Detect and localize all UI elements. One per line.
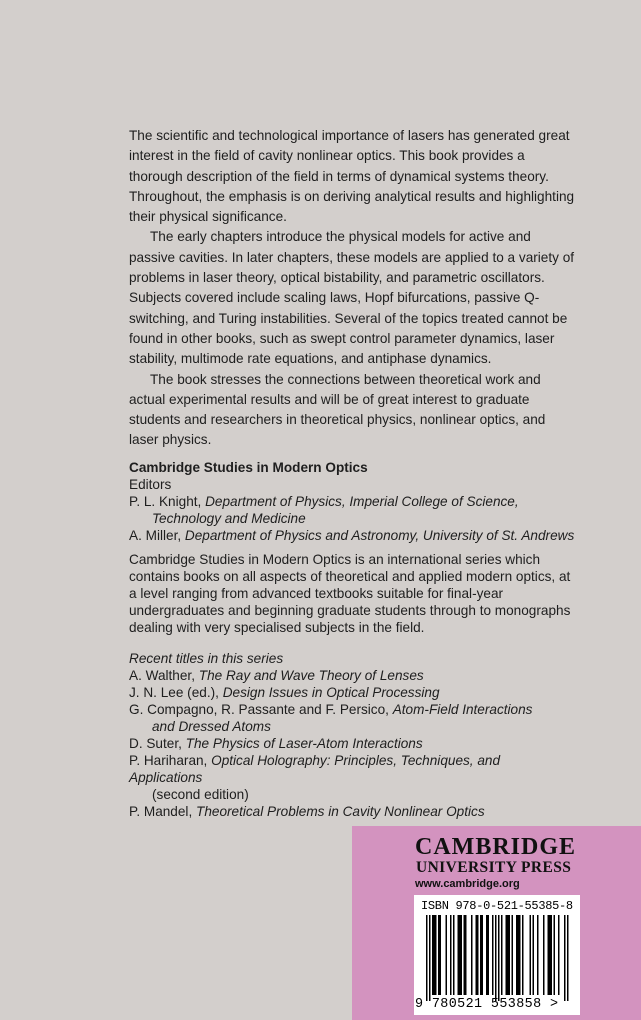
barcode-bar: [537, 915, 539, 995]
barcode-bar: [530, 915, 532, 995]
barcode-number: 9 780521 553858 >: [415, 997, 559, 1012]
barcode-bar: [549, 915, 551, 995]
barcode-bar: [450, 915, 452, 995]
recent-title-entry: [129, 667, 575, 684]
recent-author: A. Walther,: [129, 667, 199, 683]
recent-title: The Ray and Wave Theory of Lenses: [198, 667, 424, 683]
recent-title: Design Issues in Optical Processing: [222, 684, 440, 700]
barcode-bar: [548, 915, 550, 995]
series-title: Cambridge Studies in Modern Optics: [129, 459, 368, 475]
barcode-bar: [564, 915, 566, 1001]
blurb-paragraph-3: The book stresses the connections between theoretical work and actual experimental results and will be of great interest to graduate students and researchers in theoretical physics, nonlinear optics, and laser physics.: [129, 371, 546, 448]
barcode-bar: [516, 915, 518, 995]
barcode-label: [414, 895, 580, 1015]
recent-titles-heading: Recent titles in this series: [129, 650, 284, 666]
recent-author: J. N. Lee (ed.),: [129, 684, 223, 700]
barcode-bar: [476, 915, 478, 995]
isbn-text: ISBN 978-0-521-55385-8: [421, 899, 573, 913]
barcode-bar: [438, 915, 440, 995]
publisher-panel: [352, 826, 641, 1020]
editor-entry: [129, 493, 575, 510]
barcode-bar: [471, 915, 473, 995]
barcode-bar: [551, 915, 553, 995]
barcode-bar: [543, 915, 545, 995]
recent-author: P. Hariharan,: [129, 752, 212, 768]
publisher-press: UNIVERSITY PRESS: [416, 859, 572, 876]
recent-title: The Physics of Laser-Atom Interactions: [185, 735, 423, 751]
recent-title-entry: [129, 735, 575, 752]
recent-title-entry: [129, 752, 575, 786]
recent-author: P. Mandel,: [129, 803, 197, 819]
barcode-bar: [459, 915, 461, 995]
barcode-bar: [567, 915, 569, 1001]
barcode-bar: [461, 915, 463, 995]
barcode-bar: [434, 915, 436, 995]
publisher-name: CAMBRIDGE: [415, 834, 577, 860]
recent-title-entry: [129, 684, 575, 701]
series-description: Cambridge Studies in Modern Optics is an international series which contains books on all aspects of theoretical and applied modern optics, at a level ranging from advanced textbooks suitable for final-year undergraduates and beginning graduate students through to monographs dealing with very specialised subjects in the field.: [129, 551, 571, 635]
barcode-bar: [426, 915, 428, 1001]
barcode-bar: [429, 915, 431, 1001]
recent-title: Theoretical Problems in Cavity Nonlinear Optics: [196, 803, 485, 819]
barcode-bar: [446, 915, 448, 995]
editor-name: P. L. Knight,: [129, 493, 206, 509]
back-cover-text: [129, 126, 575, 820]
recent-author: G. Compagno, R. Passante and F. Persico,: [129, 701, 393, 717]
editor-name: A. Miller,: [129, 527, 185, 543]
recent-title-entry: [129, 803, 575, 820]
recent-title-entry: [129, 701, 575, 718]
editor-affiliation: Department of Physics, Imperial College of Science,: [205, 493, 519, 509]
barcode-bar: [453, 915, 455, 995]
barcode-bar: [533, 915, 535, 995]
editor-entry: [129, 527, 575, 544]
barcode-bar: [477, 915, 479, 995]
barcode-bar: [558, 915, 560, 995]
editor-affiliation-continued: [129, 510, 575, 527]
blurb-paragraph-2: The early chapters introduce the physical models for active and passive cavities. In later chapters, these models are applied to a variety of problems in laser theory, optical bistability, and parametric oscillators. Subjects covered include scaling laws, Hopf bifurcations, passive Q-switching, and Turing instabilities. Several of the topics treated cannot be found in other books, such as swept control parameter dynamics, laser stability, multimode rate equations, and antiphase dynamics.: [129, 229, 575, 367]
barcode-bar: [482, 915, 484, 995]
barcode-bar: [554, 915, 556, 995]
publisher-url: www.cambridge.org: [415, 878, 520, 890]
recent-title-line2: and Dressed Atoms: [152, 718, 271, 734]
barcode-bar: [435, 915, 437, 995]
barcode-bar: [501, 915, 503, 995]
barcode-bar: [486, 915, 488, 995]
barcode-bar: [458, 915, 460, 995]
recent-title-note: (second edition): [152, 786, 249, 802]
barcode-bar: [495, 915, 497, 1001]
barcode-bar: [522, 915, 524, 995]
barcode-bar: [506, 915, 508, 995]
recent-title: Optical Holography: Principles, Techniques, and Applications: [129, 752, 501, 785]
barcode-bar: [465, 915, 467, 995]
barcode-bar: [498, 915, 500, 1001]
editors-label: Editors: [129, 476, 172, 492]
barcode-bar: [488, 915, 490, 995]
barcode-bar: [507, 915, 509, 995]
barcode-bar: [509, 915, 511, 995]
recent-author: D. Suter,: [129, 735, 186, 751]
barcode-bar: [440, 915, 442, 995]
barcode-bar: [512, 915, 514, 995]
recent-title: Atom-Field Interactions: [392, 701, 533, 717]
blurb-paragraph-1: The scientific and technological importance of lasers has generated great interest in the field of cavity nonlinear optics. This book provides a thorough description of the field in terms of dynamical systems theory. Throughout, the emphasis is on deriving analytical results and highlighting their physical significance.: [129, 128, 575, 225]
barcode-bar: [432, 915, 434, 995]
editor-affiliation-line2: Technology and Medicine: [152, 510, 306, 526]
editor-affiliation: Department of Physics and Astronomy, University of St. Andrews: [184, 527, 575, 543]
recent-title-continued: [129, 718, 575, 735]
barcode-bar: [518, 915, 520, 995]
barcode-bar: [492, 915, 494, 995]
barcode-bar: [519, 915, 521, 995]
barcode-bar: [480, 915, 482, 995]
barcode-bar: [464, 915, 466, 995]
